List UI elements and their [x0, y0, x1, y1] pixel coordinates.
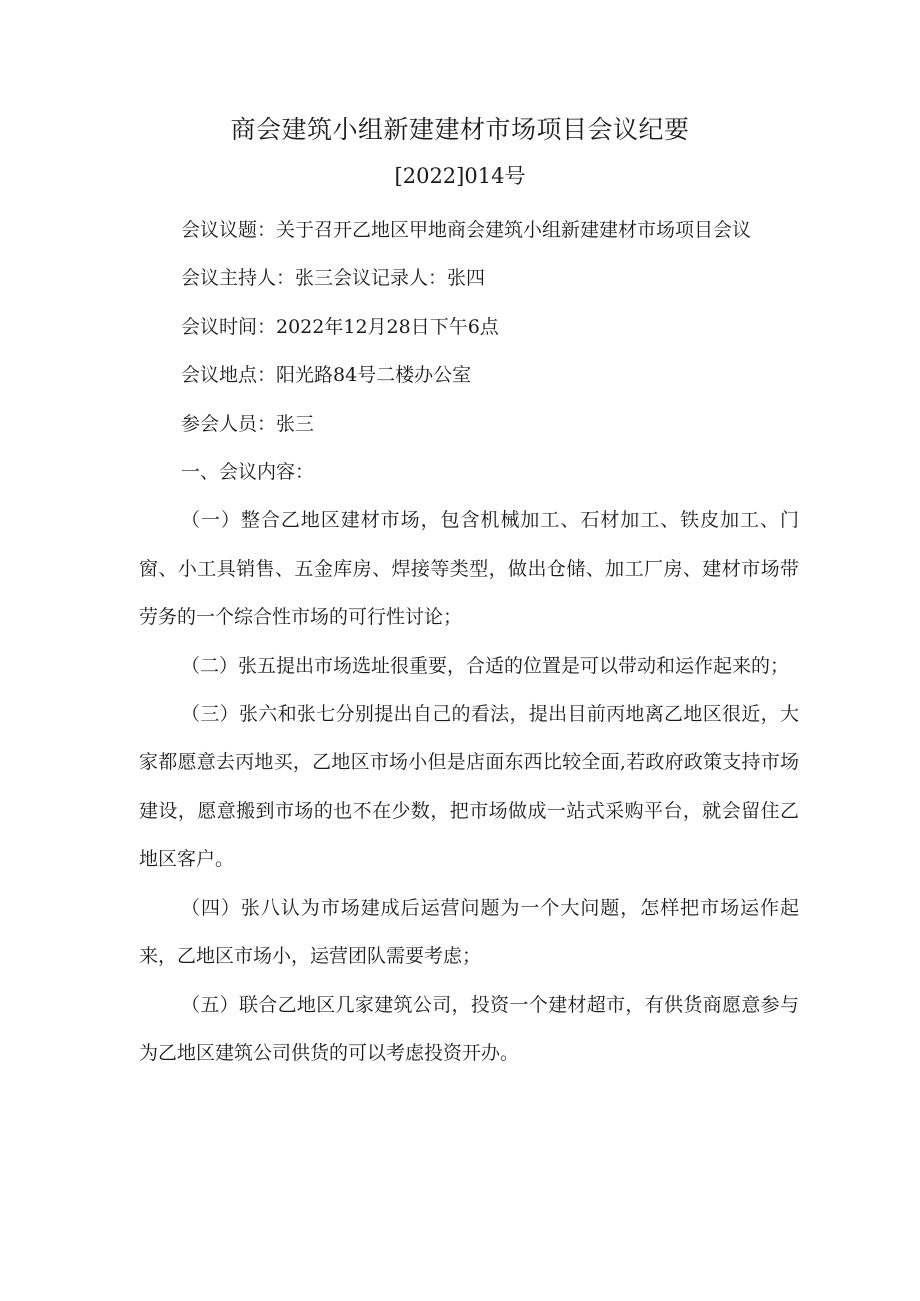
document-number: [2022]014号 [394, 164, 526, 188]
content-item-3: （三）张六和张七分别提出自己的看法，提出目前丙地离乙地区很近，大家都愿意去丙地买，乙地区市场小但是店面东西比较全面,若政府政策支持市场建设，愿意搬到市场的也不在少数，把市场做成一站式采购平台，就会留住乙地区客户。 [139, 703, 799, 871]
content-item-5: （五）联合乙地区几家建筑公司，投资一个建材超市，有供货商愿意参与为乙地区建筑公司供货的可以考虑投资开办。 [139, 993, 799, 1064]
meeting-host: 会议主持人：张三会议记录人：张四 [181, 267, 486, 290]
meeting-topic: 会议议题：关于召开乙地区甲地商会建筑小组新建建材市场项目会议 [181, 219, 752, 241]
content-item-2: （二）张五提出市场选址很重要，合适的位置是可以带动和运作起来的； [181, 654, 790, 677]
section-heading: 一、会议内容： [181, 461, 315, 484]
meeting-time: 会议时间：2022年12月28日下午6点 [181, 315, 499, 338]
document-title: 商会建筑小组新建建材市场项目会议纪要 [230, 115, 690, 144]
content-item-1: （一）整合乙地区建材市场，包含机械加工、石材加工、铁皮加工、门窗、小工具销售、五金库房、焊接等类型，做出仓储、加工厂房、建材市场带劳务的一个综合性市场的可行性讨论； [139, 509, 799, 629]
content-item-4: （四）张八认为市场建成后运营问题为一个大问题，怎样把市场运作起来，乙地区市场小，运营团队需要考虑； [139, 896, 799, 968]
meeting-attendees: 参会人员：张三 [181, 412, 315, 435]
document-body [139, 206, 799, 1077]
meeting-location: 会议地点：阳光路84号二楼办公室 [181, 364, 472, 387]
